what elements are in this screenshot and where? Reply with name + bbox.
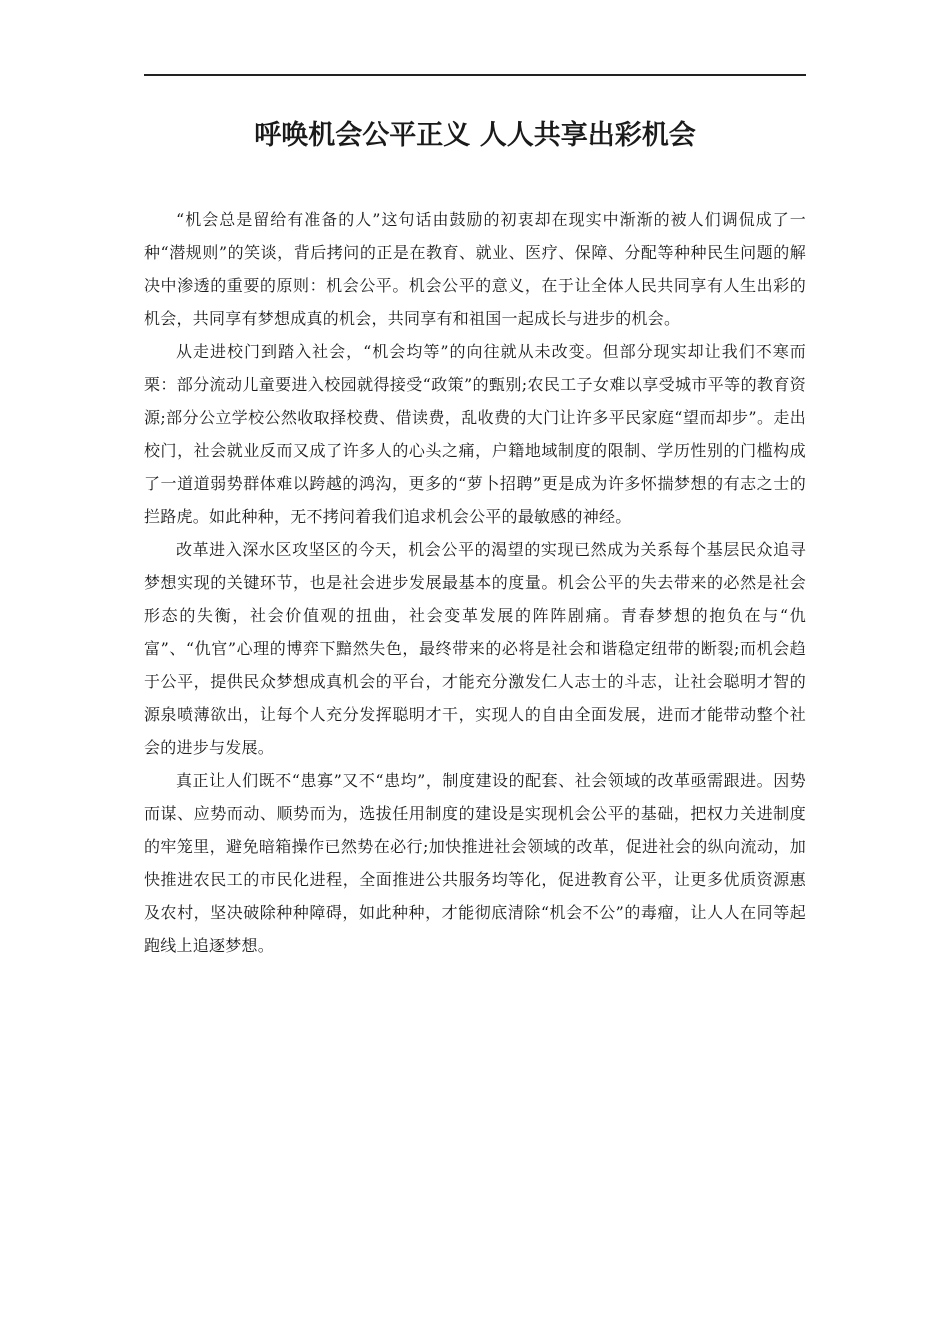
paragraph-3: 改革进入深水区攻坚区的今天，机会公平的渴望的实现已然成为关系每个基层民众追寻梦想实现的关键环节，也是社会进步发展最基本的度量。机会公平的失去带来的必然是社会形态的失衡，社会价值观的扭曲，社会变革发展的阵阵剧痛。青春梦想的抱负在与“仇富”、“仇官”心理的博弈下黯然失色，最终带来的必将是社会和谐稳定纽带的断裂;而机会趋于公平，提供民众梦想成真机会的平台，才能充分激发仁人志士的斗志，让社会聪明才智的源泉喷薄欲出，让每个人充分发挥聪明才干，实现人的自由全面发展，进而才能带动整个社会的进步与发展。 [144,540,806,757]
paragraph-4: 真正让人们既不“患寡”又不“患均”，制度建设的配套、社会领域的改革亟需跟进。因势而谋、应势而动、顺势而为，选拔任用制度的建设是实现机会公平的基础，把权力关进制度的牢笼里，避免暗箱操作已然势在必行;加快推进社会领域的改革，促进社会的纵向流动，加快推进农民工的市民化进程，全面推进公共服务均等化，促进教育公平，让更多优质资源惠及农村，坚决破除种种障碍，如此种种，才能彻底清除“机会不公”的毒瘤，让人人在同等起跑线上追逐梦想。 [144,771,806,955]
paragraph-1: “机会总是留给有准备的人”这句话由鼓励的初衷却在现实中渐渐的被人们调侃成了一种“潜规则”的笑谈，背后拷问的正是在教育、就业、医疗、保障、分配等种种民生问题的解决中渗透的重要的原则：机会公平。机会公平的意义，在于让全体人民共同享有人生出彩的机会，共同享有梦想成真的机会，共同享有和祖国一起成长与进步的机会。 [144,210,806,328]
paragraph-2: 从走进校门到踏入社会，“机会均等”的向往就从未改变。但部分现实却让我们不寒而栗：部分流动儿童要进入校园就得接受“政策”的甄别;农民工子女难以享受城市平等的教育资源;部分公立学校公然收取择校费、借读费，乱收费的大门让许多平民家庭“望而却步”。走出校门，社会就业反而又成了许多人的心头之痛，户籍地域制度的限制、学历性别的门槛构成了一道道弱势群体难以跨越的鸿沟，更多的“萝卜招聘”更是成为许多怀揣梦想的有志之士的拦路虎。如此种种，无不拷问着我们追求机会公平的最敏感的神经。 [144,342,806,526]
document-title: 呼唤机会公平正义 人人共享出彩机会 [254,120,696,151]
header-rule [144,74,806,76]
document-body [144,203,806,962]
